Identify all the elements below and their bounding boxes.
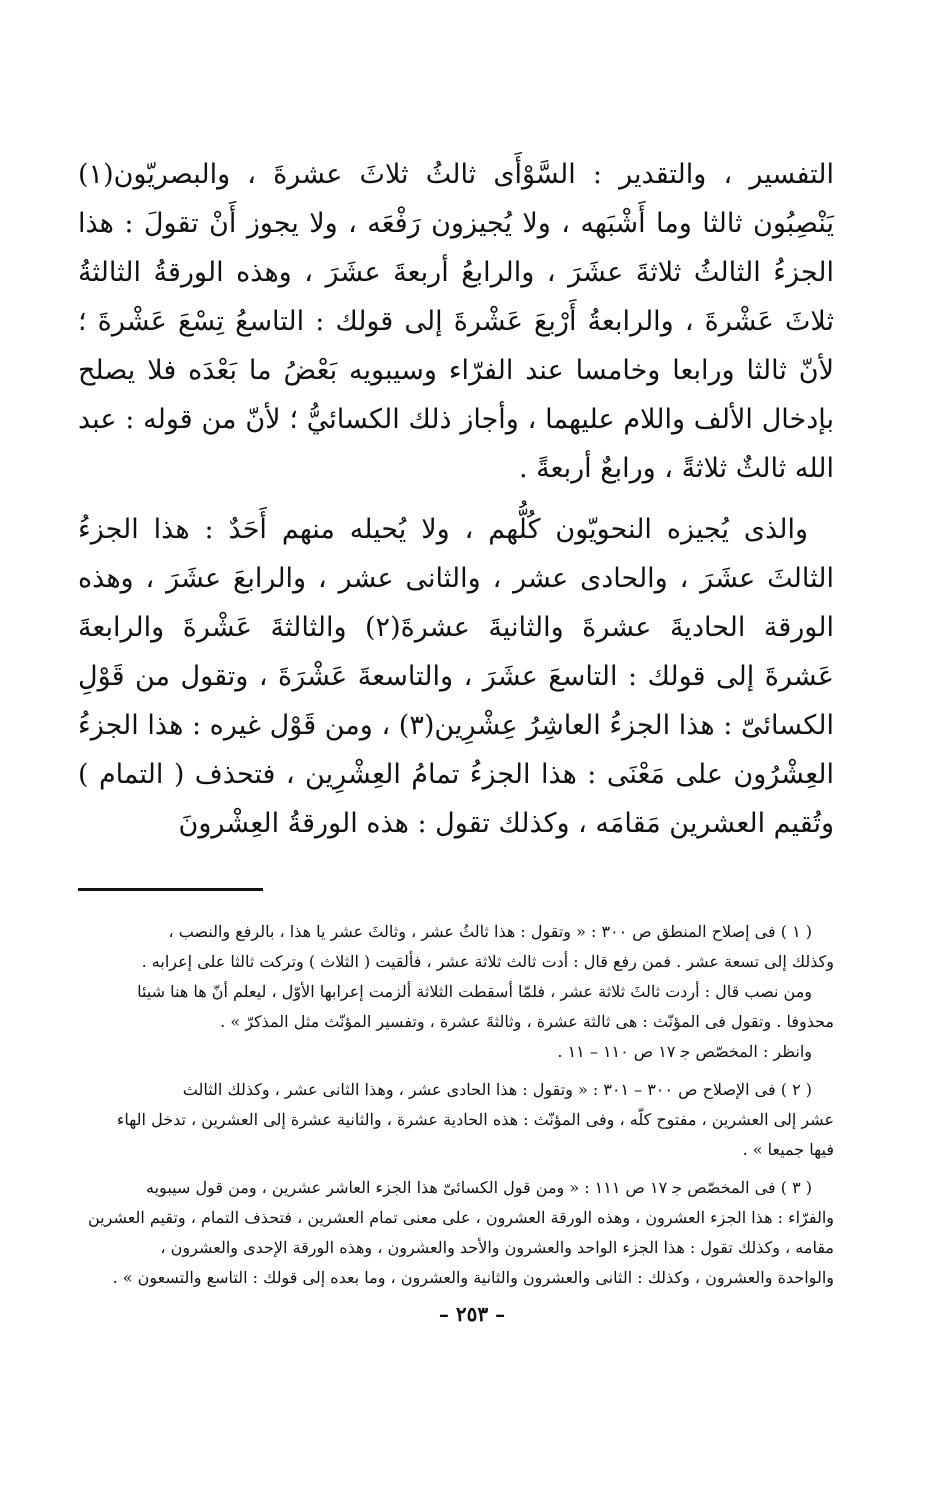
footnote-3-line-3: مقامه ، وكذلك تقول : هذا الجزء الواحد والعشرون والأحد والعشرون ، وهذه الورقة الإحدى والعشرون ، — [160, 1238, 834, 1257]
footnote-separator — [78, 888, 263, 891]
page-number: – ٢٥٣ – — [438, 1302, 506, 1326]
paragraph-1: التفسير ، والتقدير : السَّوْأَى ثالثُ ثلاثَ عشرةَ ، والبصريّون(١) يَنْصِبُون ثالثا وما أَشْبَهه ، ولا يُجيزون رَفْعَه ، ولا يجوز أَنْ تقولَ : هذا الجزءُ الثالثُ ثلاثةَ عشَرَ ، والرابعُ أربعةَ عشَرَ ، وهذه الورقةُ الثالثةُ ثلاثَ عَشْرةَ ، والرابعةُ أَرْبعَ عَشْرةَ إلى قولك : التاسعُ تِسْعَ عَشْرةَ ؛ لأنّ ثالثا ورابعا وخامسا عند الفرّاء وسيبويه بَعْضُ ما بَعْدَه فلا يصلح بإدخال الألف واللام عليهما ، وأجاز ذلك الكسائيُّ ؛ لأنّ من قوله : عبد الله ثالثٌ ثلاثةً ، ورابعٌ أربعةً . — [78, 159, 834, 484]
footnote-3-line-4: والواحدة والعشرون ، وكذلك : الثانى والعشرون والثانية والعشرون ، وما بعده إلى قولك : التاسع والتسعون » . — [112, 1268, 834, 1287]
footnote-2-line-1: ( ٢ ) فى الإصلاح ص ٣٠٠ – ٣٠١ : « وتقول : هذا الحادى عشر ، وهذا الثانى عشر ، وكذلك الثالث — [182, 1080, 812, 1099]
footnote-1-line-3: ومن نصب قال : أردت ثالثَ ثلاثة عشر ، فلمّا أسقطت الثلاثة ألزمت إعرابها الأوّل ، ليعلم أنّ ها هنا شيئا — [137, 982, 812, 1001]
footnote-1-line-5: وانظر : المخصّص ﺟ ١٧ ص ١١٠ – ١١ . — [557, 1042, 812, 1061]
book-page — [78, 150, 834, 1301]
paragraph-2: والذى يُجيزه النحويّون كُلُّهم ، ولا يُحيله منهم أَحَدٌ : هذا الجزءُ الثالثَ عشَرَ ، والحادى عشر ، والثانى عشر ، والرابعَ عشَرَ ، وهذه الورقة الحاديةَ عشرةَ والثانيةَ عشرةَ(٢) والثالثةَ عَشْرةَ والرابعةَ عَشرةَ إلى قولك : التاسعَ عشَرَ ، والتاسعةَ عَشْرَةَ ، وتقول من قَوْلِ الكسائىّ : هذا الجزءُ العاشِرُ عِشْرِين(٣) ، ومن قَوْل غيره : هذا الجزءُ العِشْرُون على مَعْنَى : هذا الجزءُ تمامُ العِشْرِين ، فتحذف ( التمام ) وتُقيم العشرين مَقامَه ، وكذلك تقول : هذه الورقةُ العِشْرونَ — [78, 514, 834, 839]
main-text — [78, 150, 834, 848]
footnotes — [78, 917, 834, 1293]
footnote-1 — [78, 917, 834, 1067]
footnote-2-line-2: عشر إلى العشرين ، مفتوح كلّه ، وفى المؤنّث : هذه الحادية عشرة ، والثانية عشرة إلى العشرين ، تدخل الهاء — [116, 1110, 834, 1129]
footnote-3-line-1: ( ٣ ) فى المخصّص ﺟ ١٧ ص ١١١ : « ومن قول الكسائىّ هذا الجزء العاشر عشرين ، ومن قول سيبويه — [146, 1178, 812, 1197]
footnote-3 — [78, 1173, 834, 1293]
footnote-1-line-4: محذوفا . وتقول فى المؤنّث : هى ثالثة عشرة ، وثالثةَ عشرة ، وتفسير المؤنّث مثل المذكرّ » . — [220, 1012, 834, 1031]
footnote-1-line-1: ( ١ ) فى إصلاح المنطق ص ٣٠٠ : « وتقول : هذا ثالثُ عشر ، وثالثَ عشر يا هذا ، بالرفع والنصب ، — [168, 922, 812, 941]
footnote-3-line-2: والفرّاء : هذا الجزء العشرون ، وهذه الورقة العشرون ، على معنى تمام العشرين ، فتحذف التمام ، وتقيم العشرين — [88, 1208, 834, 1227]
footnote-1-line-2: وكذلك إلى تسعة عشر . فمن رفع قال : أدت ثالث ثلاثة عشر ، فألقيت ( الثلاث ) وتركت ثالثا على إعرابه . — [141, 952, 834, 971]
footnote-2-line-3: فيها جميعا » . — [742, 1140, 834, 1159]
footnote-2 — [78, 1075, 834, 1165]
